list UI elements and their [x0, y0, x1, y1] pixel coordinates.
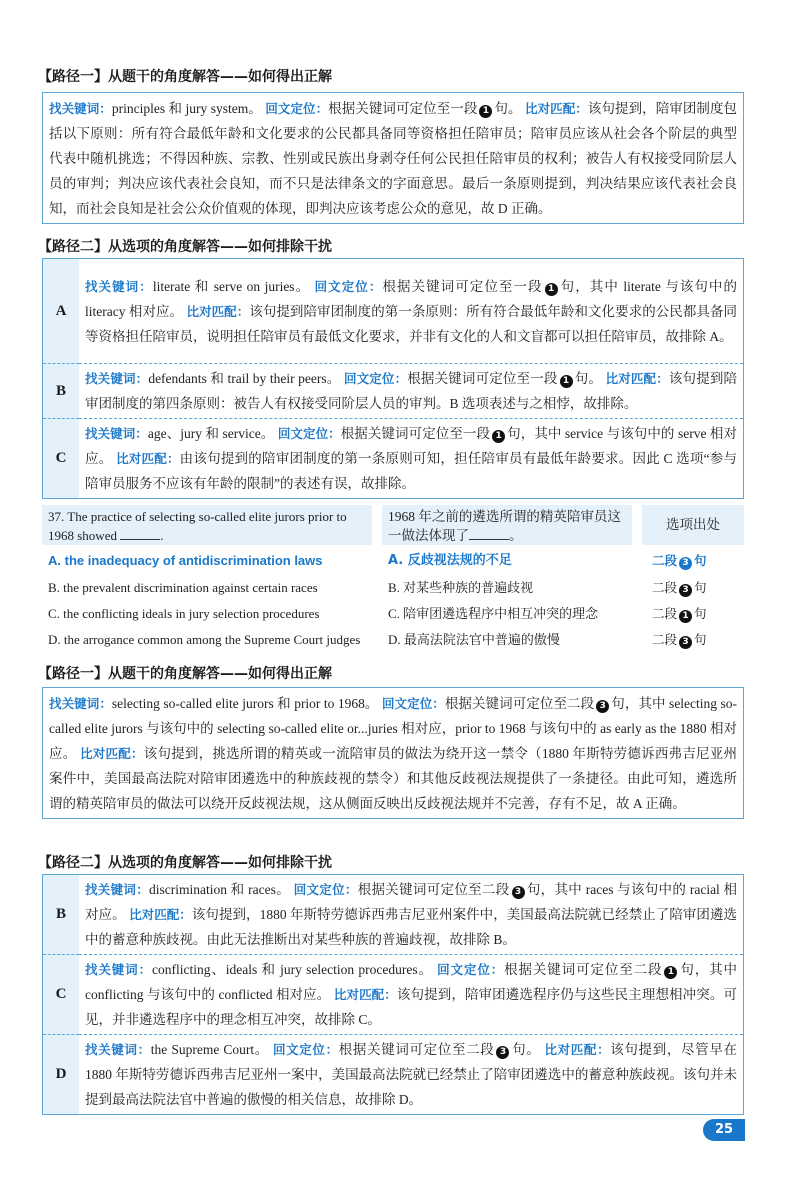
keyword-label: 找关键词：	[85, 882, 150, 897]
source-suffix: 句	[694, 606, 707, 621]
option-body	[79, 875, 744, 955]
compare-label: 比对匹配：	[129, 907, 192, 922]
answer-blank	[120, 527, 160, 540]
compare-text: 该句提到陪审团制度的第四条原则：被告人有权接受同阶层人员的审判。B 选项表述与之相悖，故排除。	[85, 371, 738, 411]
option-row-d	[43, 1035, 744, 1115]
keyword-label: 找关键词：	[85, 278, 153, 294]
keyword-label: 找关键词：	[85, 371, 149, 386]
option-row-a	[43, 259, 744, 364]
locate-text: 根据关键词可定位至一段	[407, 371, 558, 386]
keyword-text: age、jury 和 service。	[147, 426, 275, 441]
keyword-label: 找关键词：	[49, 101, 112, 116]
compare-text: 该句提到，1880 年斯特劳德诉西弗吉尼亚州案件中，美国最高法院就已经禁止了陪审团遴选中的蓄意种族歧视。由此无法推断出对某些种族的普遍歧视，故排除 B。	[85, 907, 738, 947]
question-option-c	[42, 603, 744, 625]
locate-text: 根据关键词可定位至二段	[357, 882, 510, 897]
compare-label: 比对匹配：	[525, 101, 588, 116]
locate-label: 回文定位：	[265, 101, 329, 116]
keyword-label: 找关键词：	[85, 426, 148, 441]
locate-label: 回文定位：	[314, 278, 383, 294]
compare-label: 比对匹配：	[544, 1042, 611, 1057]
question-stem-english-text: 37. The practice of selecting so-called elite jurors prior to 1968 showed	[48, 509, 347, 543]
compare-label: 比对匹配：	[333, 987, 397, 1002]
section-title-path-two: 【路径二】从选项的角度解答——如何排除干扰	[38, 239, 332, 255]
answer-blank	[469, 527, 509, 540]
keyword-text: selecting so-called elite jurors 和 prior to 1968。	[111, 696, 379, 711]
question-stem-english: 37. The practice of selecting so-called elite jurors prior to 1968 showed .	[42, 505, 372, 545]
option-body	[79, 419, 744, 499]
option-row-b	[43, 364, 744, 419]
source-paragraph: 二段	[652, 632, 678, 647]
locate-text-end: 句，其中 service 与该句中的 serve 相对应。	[85, 426, 737, 466]
compare-text: 该句提到陪审团制度的第一条原则：所有符合最低年龄和文化要求的公民都具备同等资格担任陪审员，说明担任陪审员有最低文化要求，并非有文化的人和文盲都可以担任陪审员，故排除 A。	[85, 303, 737, 344]
option-english: D. the arrogance common among the Supreme Court judges	[48, 632, 361, 647]
locate-text: 根据关键词可定位至二段	[504, 962, 663, 977]
locate-text-end: 句。	[511, 1042, 541, 1057]
keyword-text: conflicting、ideals 和 jury selection procedures。	[151, 962, 433, 977]
option-letter: C	[43, 419, 80, 499]
locate-label: 回文定位：	[277, 426, 341, 441]
compare-text: 该句提到，陪审团制度包括以下原则：所有符合最低年龄和文化要求的公民都具备同等资格担任陪审员；陪审员应该从社会各个阶层的典型代表中随机挑选；不得因种族、宗教、性别或民族出身剥夺任何公民担任陪审员的权利；被告人有权接受同阶层人员的审判；判决应该代表社会良知，而不只是法律条文的字面意思。最后一条原则提到，判决结果应该代表社会良知，而社会良知是社会公众价值观的体现，即判决应该考虑公众的意见，故 D 正确。	[49, 101, 738, 216]
sentence-number-badge: 1	[545, 283, 558, 296]
option-source	[652, 603, 742, 625]
option-row-b	[43, 875, 744, 955]
option-body	[79, 259, 744, 364]
option-chinese: B. 对某些种族的普遍歧视	[388, 580, 534, 595]
option-row-c	[43, 955, 744, 1035]
sentence-number-badge: 1	[560, 375, 573, 388]
source-column-header: 选项出处	[642, 505, 744, 545]
locate-text-end: 句。	[574, 371, 603, 386]
question-stem-chinese: 1968 年之前的遴选所谓的精英陪审员这一做法体现了 。	[382, 505, 632, 545]
locate-text-end: 句，其中 conflicting 与该句中的 conflicted 相对应。	[85, 962, 737, 1002]
keyword-text: literate 和 serve on juries。	[152, 278, 311, 294]
section-title-path-one-q37: 【路径一】从题干的角度解答——如何得出正解	[38, 666, 332, 682]
sentence-number-badge: 3	[512, 886, 525, 899]
option-english: C. the conflicting ideals in jury selection procedures	[48, 606, 320, 621]
option-body	[79, 955, 744, 1035]
question-stem-chinese-text: 1968 年之前的遴选所谓的精英陪审员这一做法体现了	[388, 509, 621, 543]
option-source	[652, 577, 742, 599]
keyword-label: 找关键词：	[85, 1042, 151, 1057]
compare-text: 该句提到，尽管早在 1880 年斯特劳德诉西弗吉尼亚州一案中，美国最高法院就已经禁止了陪审团遴选中的蓄意种族歧视。该句并未提到最高法院法官中普遍的傲慢的相关信息，故排除 D。	[85, 1042, 737, 1107]
section-title-path-one: 【路径一】从题干的角度解答——如何得出正解	[38, 69, 332, 85]
locate-label: 回文定位：	[381, 696, 445, 711]
locate-text: 根据关键词可定位至二段	[338, 1042, 495, 1057]
source-suffix: 句	[694, 553, 707, 568]
source-paragraph: 二段	[652, 606, 678, 621]
sentence-number-badge: 1	[664, 966, 677, 979]
question-37-header	[42, 505, 744, 545]
keyword-text: discrimination 和 races。	[149, 882, 290, 897]
compare-label: 比对匹配：	[80, 746, 144, 761]
analysis-box-path-one-q37	[42, 687, 744, 819]
section-title-path-two-q37: 【路径二】从选项的角度解答——如何排除干扰	[38, 855, 332, 871]
keyword-text: defendants 和 trail by their peers。	[148, 371, 341, 386]
locate-label: 回文定位：	[272, 1042, 339, 1057]
option-letter: D	[43, 1035, 80, 1115]
option-letter: B	[43, 875, 80, 955]
locate-text: 根据关键词可定位至二段	[444, 696, 595, 711]
sentence-number-badge: 3	[496, 1046, 509, 1059]
option-letter: C	[43, 955, 80, 1035]
sentence-number-badge: 3	[679, 557, 692, 570]
option-source	[652, 629, 742, 651]
compare-label: 比对匹配：	[605, 371, 669, 386]
locate-label: 回文定位：	[437, 962, 505, 977]
option-letter: A	[43, 259, 80, 364]
option-letter: B	[43, 364, 80, 419]
analysis-box-path-one	[42, 92, 744, 224]
page-number: 25	[703, 1119, 745, 1141]
question-option-a	[42, 550, 744, 572]
option-chinese: D. 最高法院法官中普遍的傲慢	[388, 632, 560, 647]
option-english: A. the inadequacy of antidiscrimination laws	[48, 553, 323, 568]
source-paragraph: 二段	[652, 553, 678, 568]
keyword-text: principles 和 jury system。	[111, 101, 262, 116]
source-suffix: 句	[694, 580, 707, 595]
sentence-number-badge: 1	[679, 610, 692, 623]
locate-text-end: 句，其中 literate 与该句中的 literacy 相对应。	[85, 278, 737, 319]
option-body	[79, 1035, 744, 1115]
option-chinese: C. 陪审团遴选程序中相互冲突的理念	[388, 606, 599, 621]
locate-text-end: 句，其中 selecting so-called elite jurors 与该句中的 selecting so-called elite or...juries 相对应，prior to 1968 与该句中的 as early as the 1880 相对应。	[49, 696, 737, 761]
option-body	[79, 364, 744, 419]
options-table-path-two	[42, 258, 744, 499]
keyword-label: 找关键词：	[49, 696, 112, 711]
sentence-number-badge: 1	[479, 105, 492, 118]
locate-text: 根据关键词可定位至一段	[328, 101, 478, 116]
compare-text: 该句提到，陪审团遴选程序仍与这些民主理想相冲突。可见，并非遴选程序中的理念相互冲突，故排除 C。	[85, 987, 737, 1027]
compare-text: 该句提到，挑选所谓的精英或一流陪审员的做法为绕开这一禁令（1880 年斯特劳德诉西弗吉尼亚州案件中，美国最高法院对陪审团遴选中的种族歧视的禁令）和其他反歧视法规提供了一条捷径。由此可知，遴选所谓的精英陪审员的做法可以绕开反歧视法规，这从侧面反映出反歧视法规并不完善，存有不足，故 A 正确。	[49, 746, 738, 811]
locate-text: 根据关键词可定位至一段	[382, 278, 543, 294]
locate-text-end: 句。	[494, 101, 522, 116]
options-table-path-two-q37	[42, 874, 744, 1115]
sentence-number-badge: 3	[596, 700, 609, 713]
question-option-d	[42, 629, 744, 651]
sentence-number-badge: 3	[679, 636, 692, 649]
keyword-text: the Supreme Court。	[150, 1042, 269, 1057]
locate-text-end: 句，其中 races 与该句中的 racial 相对应。	[85, 882, 737, 922]
locate-text: 根据关键词可定位至一段	[340, 426, 491, 441]
compare-label: 比对匹配：	[116, 451, 180, 466]
option-chinese: A. 反歧视法规的不足	[388, 553, 512, 568]
locate-label: 回文定位：	[343, 371, 408, 386]
option-english: B. the prevalent discrimination against certain races	[48, 580, 318, 595]
option-source	[652, 550, 742, 572]
locate-label: 回文定位：	[293, 882, 358, 897]
source-suffix: 句	[694, 632, 707, 647]
question-option-b	[42, 577, 744, 599]
compare-text: 由该句提到的陪审团制度的第一条原则可知，担任陪审员有最低年龄要求。因此 C 选项“参与陪审员服务不应该有年龄的限制”的表述有误，故排除。	[85, 451, 738, 491]
option-row-c	[43, 419, 744, 499]
source-paragraph: 二段	[652, 580, 678, 595]
compare-label: 比对匹配：	[186, 303, 250, 319]
keyword-label: 找关键词：	[85, 962, 152, 977]
sentence-number-badge: 1	[492, 430, 505, 443]
sentence-number-badge: 3	[679, 584, 692, 597]
